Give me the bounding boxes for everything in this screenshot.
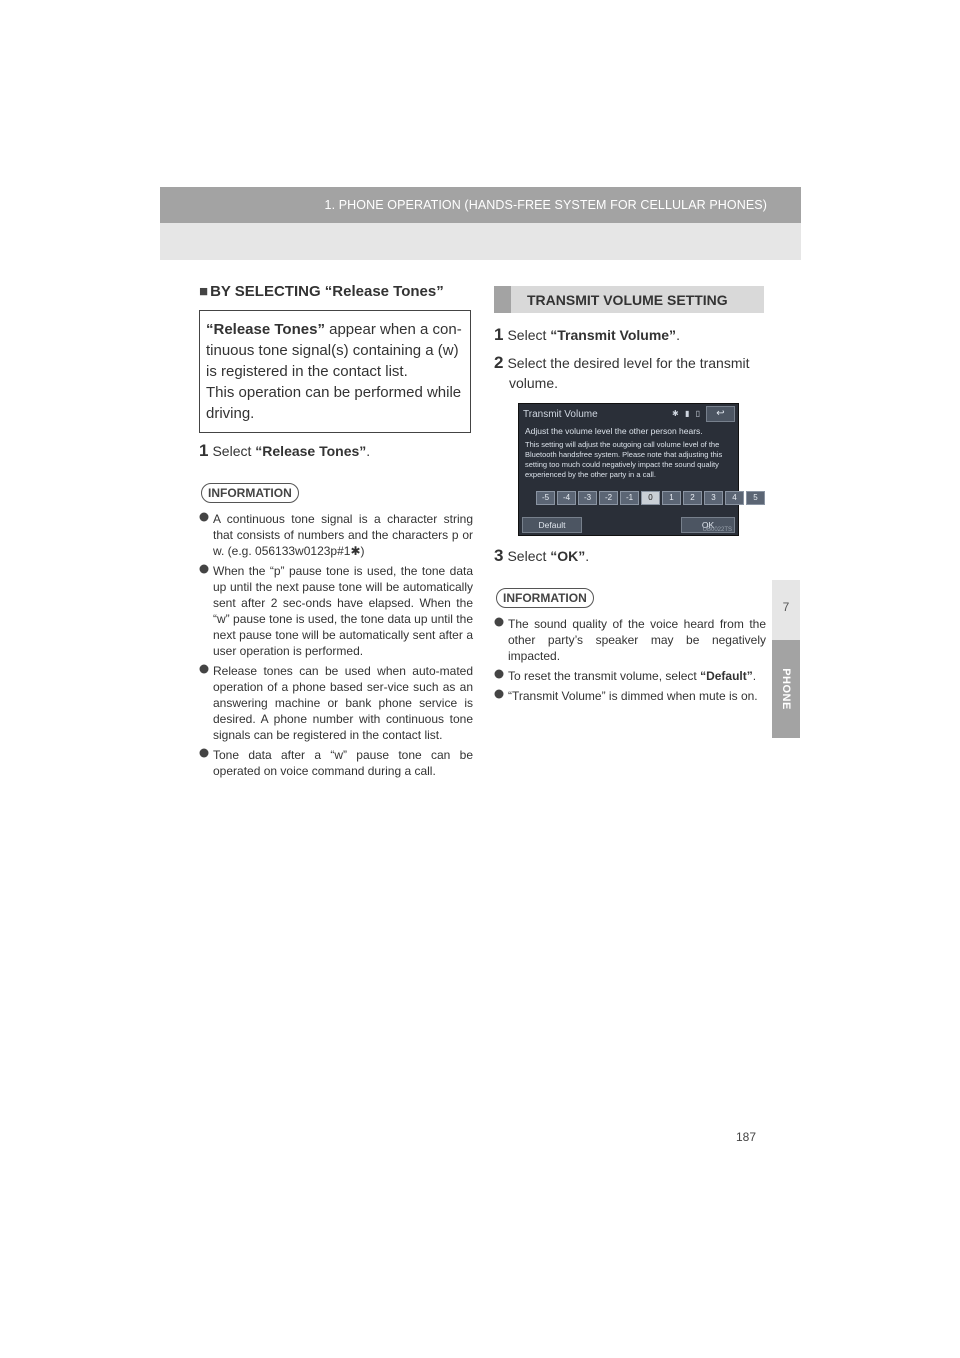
information-label: INFORMATION: [201, 483, 299, 503]
back-button[interactable]: ↩: [706, 406, 735, 422]
section-heading: ■ BY SELECTING “Release Tones”: [199, 283, 444, 300]
level-button[interactable]: -5: [536, 491, 555, 505]
transmit-volume-screen: [518, 403, 758, 536]
chapter-number: 7: [782, 600, 790, 614]
image-code: UB0022TS: [702, 527, 732, 533]
header-band: [160, 223, 801, 260]
level-button[interactable]: 2: [683, 491, 702, 505]
square-bullet-icon: ■: [199, 283, 209, 300]
information-list: [494, 616, 766, 704]
note-box: [199, 310, 471, 433]
status-icons: ✱ ▮ ▯: [672, 409, 702, 418]
list-item: When the “p” pause tone is used, the tone data up until the next pause tone will be automatically sent after 2 sec-onds have elapsed. When the “w” pause tone is used, the tone data up until the next pause tone will be automatically sent after a user operation is performed.: [199, 563, 473, 659]
screen-title: Transmit Volume: [523, 409, 598, 420]
information-list: [199, 511, 473, 779]
screen-subtitle: Adjust the volume level the other person hears.: [525, 426, 703, 436]
level-button[interactable]: -4: [557, 491, 576, 505]
list-item: Release tones can be used when auto-mated operation of a phone based ser-vice such as an answering machine or bank phone service is desired. A phone number with continuous tone signals can be registered in the contact list.: [199, 663, 473, 743]
bullet-icon: [494, 669, 504, 679]
chapter-label: PHONE: [780, 668, 792, 710]
level-button[interactable]: -3: [578, 491, 597, 505]
level-button[interactable]: 4: [725, 491, 744, 505]
ok-button[interactable]: OK: [681, 517, 735, 533]
header-bar: [160, 187, 801, 223]
bullet-icon: [494, 689, 504, 699]
right-column: [494, 286, 766, 708]
level-button[interactable]: -2: [599, 491, 618, 505]
level-button[interactable]: 3: [704, 491, 723, 505]
level-button[interactable]: 1: [662, 491, 681, 505]
heading-tab: [494, 286, 511, 313]
left-column: [199, 283, 473, 783]
bullet-icon: [199, 512, 209, 522]
default-button[interactable]: Default: [522, 517, 582, 533]
side-tab: [772, 640, 800, 738]
level-button[interactable]: -1: [620, 491, 639, 505]
bullet-icon: [199, 564, 209, 574]
bullet-icon: [199, 748, 209, 758]
note-paragraph-2: This operation can be performed while driving.: [206, 384, 462, 422]
information-label: INFORMATION: [496, 588, 594, 608]
level-button-selected[interactable]: 0: [641, 491, 660, 505]
step-2: 2 Select the desired level for the transmit volume.: [494, 353, 750, 391]
list-item: A continuous tone signal is a character string that consists of numbers and the characters p or w. (e.g. 056133w0123p#1✱): [199, 511, 473, 559]
list-item: To reset the transmit volume, select “Default”.: [494, 668, 766, 684]
screen-description: This setting will adjust the outgoing call volume level of the Bluetooth handsfree system. Please note that adjusting this setting too much could negatively impact the sound quality experienced by the other party in a call.: [525, 440, 723, 479]
volume-level-selector: [536, 491, 765, 505]
level-button[interactable]: 5: [746, 491, 765, 505]
list-item: Tone data after a “w” pause tone can be operated on voice command during a call.: [199, 747, 473, 779]
step-1: 1 Select “Transmit Volume”.: [494, 325, 680, 344]
list-item: “Transmit Volume” is dimmed when mute is on.: [494, 688, 766, 704]
section-heading-transmit-volume: TRANSMIT VOLUME SETTING: [494, 286, 764, 313]
list-item: The sound quality of the voice heard from the other party’s speaker may be negatively impacted.: [494, 616, 766, 664]
bullet-icon: [494, 617, 504, 627]
page-number: 187: [736, 1130, 757, 1144]
step-1: 1 Select “Release Tones”.: [199, 441, 371, 460]
note-paragraph-1: “Release Tones” appear when a con-tinuous tone signal(s) containing a (w) is registered in the contact list.: [206, 321, 462, 380]
chapter-title: 1. PHONE OPERATION (HANDS-FREE SYSTEM FOR CELLULAR PHONES): [324, 198, 767, 212]
bullet-icon: [199, 664, 209, 674]
step-3: 3 Select “OK”.: [494, 546, 590, 565]
